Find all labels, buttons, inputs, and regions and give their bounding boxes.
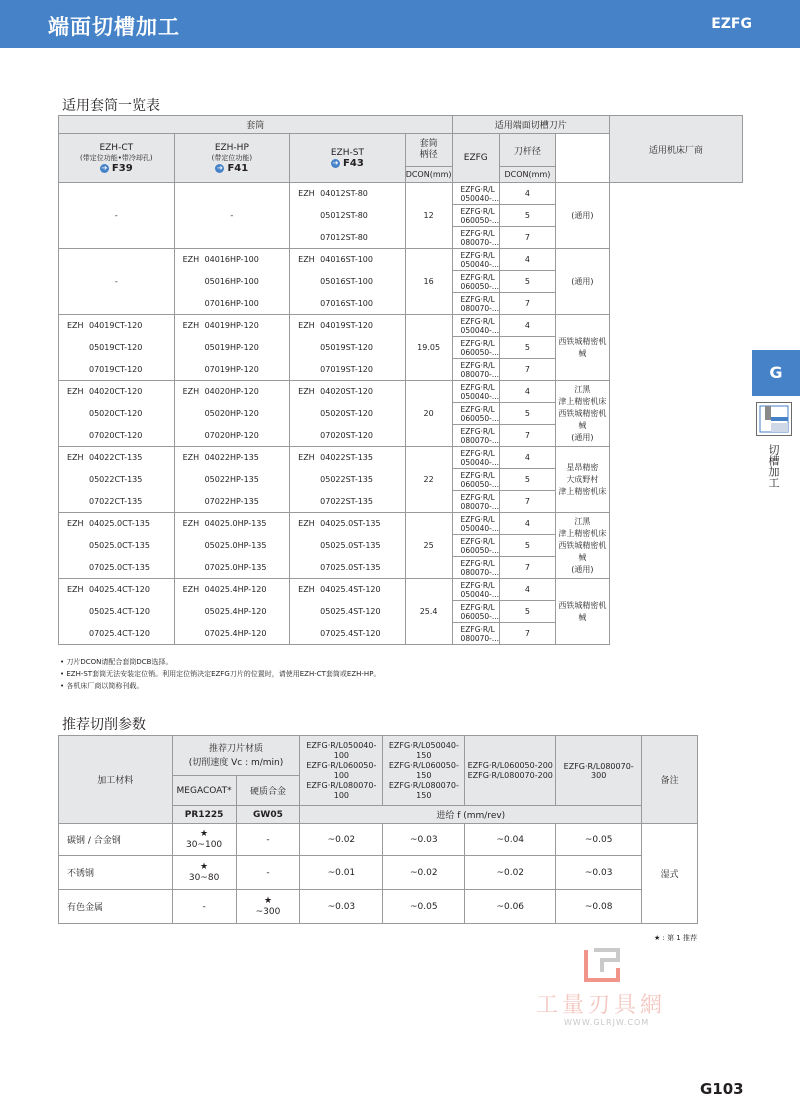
insert-cell: EZFG·R/L 060050-... [452,271,500,293]
st-value: 04022ST-135 [320,453,373,463]
hp-cell [174,183,290,249]
product-code: EZFG [711,16,752,32]
side-label: 切槽加工 [767,444,780,488]
ezh-hp-header [174,134,290,183]
st-value: 05025.0ST-135 [320,541,381,550]
remark-cell: 湿式 [642,824,698,924]
ct-cell [59,601,175,623]
st-cell [290,293,406,315]
sleeve-header: 套筒 [59,116,453,134]
ezh-prefix: EZH [182,321,200,331]
hp-cell [174,623,290,645]
shank-cell: 7 [500,491,556,513]
note: • 刀片DCON请配合套筒DCB选择。 [60,658,173,666]
st-value: 05016ST-100 [320,277,373,286]
table-row [59,557,743,579]
ct-cell [59,469,175,491]
st-value: 04025.4ST-120 [320,585,381,595]
ct-value: 04025.4CT-120 [89,585,150,595]
ct-value: 04019CT-120 [89,321,143,331]
st-cell [290,337,406,359]
insert-cell: EZFG·R/L 050040-... [452,579,500,601]
st-value: 07019ST-120 [320,364,373,374]
st-value: 04012ST-80 [320,189,368,199]
st-cell [290,425,406,447]
bore-header: 套筒 柄径 [405,134,452,167]
maker-cell: 江黑 津上精密机床 西铁城精密机械 (通用) [555,381,609,447]
shank-cell: 7 [500,293,556,315]
ezfg-header: EZFG [452,134,500,183]
insert-cell: EZFG·R/L 060050-... [452,601,500,623]
st-cell [290,359,406,381]
hp-value: 07025.4HP-120 [204,628,267,638]
remark-header: 备注 [642,736,698,824]
st-cell [290,183,406,205]
table-row [59,381,743,403]
pr-cell: ★ 30~100 [172,824,236,856]
st-value: 05012ST-80 [320,211,368,220]
ezh-prefix: EZH [298,453,315,463]
st-value: 04019ST-120 [320,321,373,331]
maker-cell: 西铁城精密机械 [555,579,609,645]
shank-cell: 5 [500,535,556,557]
st-cell [290,315,406,337]
shank-cell: 7 [500,359,556,381]
ezh-prefix: EZH [298,255,315,265]
bore-cell: 25.4 [405,579,452,645]
arrow-icon: ➔ [217,163,223,172]
bore-cell: 16 [405,249,452,315]
insert-col-1: EZFG·R/L050040-100 EZFG·R/L060050-100 EZFG·R/L080070-100 [300,736,383,806]
ezh-ct-header [59,134,175,183]
feed-cell: ~0.02 [383,856,465,890]
feed-header: 进给 f (mm/rev) [300,806,642,824]
insert-cell: EZFG·R/L 080070-... [452,293,500,315]
pr-cell: - [172,890,236,924]
material-header: 加工材料 [59,736,173,824]
cutting-table [58,735,698,924]
st-value: 04020ST-120 [320,387,373,397]
insert-cell: EZFG·R/L 050040-... [452,513,500,535]
table-row [59,249,743,271]
hp-value: 05019HP-120 [204,343,259,352]
feed-cell: ~0.03 [383,824,465,856]
hp-value: 04020HP-120 [204,387,259,397]
st-value: 07012ST-80 [320,232,368,242]
hp-cell [174,359,290,381]
st-cell [290,601,406,623]
ct-value: 04022CT-135 [89,453,143,463]
shank-cell: 7 [500,425,556,447]
ezh-prefix: EZH [298,585,315,595]
table-row [59,890,698,924]
gw-header: GW05 [236,806,300,824]
hp-value: 04022HP-135 [204,453,259,463]
table-row [59,491,743,513]
insert-cell: EZFG·R/L 080070-... [452,557,500,579]
ct-cell [59,623,175,645]
hp-value: 04025.4HP-120 [204,585,267,595]
shank-cell: 7 [500,557,556,579]
st-cell [290,381,406,403]
ct-value: 04025.0CT-135 [89,519,150,529]
table-row [59,535,743,557]
shank-cell: 4 [500,447,556,469]
shank-cell: 4 [500,381,556,403]
st-cell [290,403,406,425]
ct-value: - [114,211,118,220]
ct-cell [59,447,175,469]
hp-value: 04019HP-120 [204,321,259,331]
insert-cell: EZFG·R/L 050040-... [452,447,500,469]
note: • EZH-ST套筒无法安装定位销。利用定位销决定EZFG刀片的位置时，请使用EZH-CT套筒或EZH-HP。 [60,670,381,678]
hp-cell [174,491,290,513]
maker-header: 适用机床厂商 [609,116,742,183]
st-cell [290,579,406,601]
hp-cell [174,337,290,359]
shank-cell: 4 [500,183,556,205]
insert-col-4: EZFG·R/L080070-300 [556,736,642,806]
ct-value: 04020CT-120 [89,387,143,397]
st-cell [290,491,406,513]
insert-col-2: EZFG·R/L050040-150 EZFG·R/L060050-150 EZFG·R/L080070-150 [383,736,465,806]
ezh-ct-ref[interactable]: F39 [111,162,133,174]
shank-cell: 4 [500,513,556,535]
note: • 各机床厂商以简称刊载。 [60,682,144,690]
pr-cell: ★ 30~80 [172,856,236,890]
ct-value: 05025.0CT-135 [89,541,150,550]
insert-cell: EZFG·R/L 060050-... [452,469,500,491]
ezh-hp-sub: (带定位功能) [211,153,253,162]
ezh-prefix: EZH [298,387,315,397]
hp-value: 07025.0HP-135 [204,562,267,572]
hp-cell [174,535,290,557]
sleeve-notes [60,656,380,692]
hp-cell [174,315,290,337]
hp-value: 07022HP-135 [204,496,259,506]
insert-cell: EZFG·R/L 060050-... [452,205,500,227]
st-cell [290,205,406,227]
ct-cell [59,513,175,535]
st-cell [290,249,406,271]
st-cell [290,535,406,557]
maker-cell: (通用) [555,183,609,249]
st-cell [290,227,406,249]
hp-cell [174,425,290,447]
st-cell [290,557,406,579]
ct-cell [59,183,175,249]
hp-cell [174,293,290,315]
insert-col-3: EZFG·R/L060050-200 EZFG·R/L080070-200 [465,736,556,806]
ezh-prefix: EZH [67,387,84,397]
ezh-st-name: EZH-ST [330,147,364,158]
insert-cell: EZFG·R/L 080070-... [452,623,500,645]
watermark-logo [580,946,624,984]
ezh-prefix: EZH [182,585,200,595]
feed-cell: ~0.08 [556,890,642,924]
maker-cell: 西铁城精密机械 [555,315,609,381]
st-value: 05025.4ST-120 [320,607,381,616]
shank-cell: 5 [500,469,556,491]
hp-cell [174,513,290,535]
ct-value: 05019CT-120 [89,343,143,352]
sleeve-table [58,115,743,645]
insert-cell: EZFG·R/L 060050-... [452,403,500,425]
table-row [59,337,743,359]
ct-cell [59,403,175,425]
bore-cell: 22 [405,447,452,513]
ezh-prefix: EZH [182,453,200,463]
ct-cell [59,557,175,579]
megacoat-header: MEGACOAT* [172,776,236,806]
shank-cell: 5 [500,403,556,425]
hp-value: - [230,211,234,220]
table-row [59,623,743,645]
table-row [59,601,743,623]
section-tab-g[interactable]: G [752,350,800,396]
hp-cell [174,447,290,469]
gw-cell: - [236,824,300,856]
feed-cell: ~0.06 [465,890,556,924]
st-value: 05020ST-120 [320,409,373,418]
table-row [59,403,743,425]
maker-cell: 星昂精密 大成野村 津上精密机床 [555,447,609,513]
st-cell [290,271,406,293]
ct-cell [59,579,175,601]
insert-cell: EZFG·R/L 060050-... [452,337,500,359]
cutting-section-title: 推荐切削参数 [62,717,146,733]
feed-cell: ~0.01 [300,856,383,890]
material-cell: 不锈钢 [59,856,173,890]
ezh-prefix: EZH [182,387,200,397]
ezh-prefix: EZH [298,189,315,199]
gw-cell: ★ ~300 [236,890,300,924]
ezh-st-ref[interactable]: F43 [343,157,364,169]
hp-cell [174,403,290,425]
bore-cell: 12 [405,183,452,249]
table-row [59,856,698,890]
legend: ★ : 第 1 推荐 [654,934,697,942]
ct-value: 05025.4CT-120 [89,607,150,616]
insert-cell: EZFG·R/L 050040-... [452,249,500,271]
insert-cell: EZFG·R/L 080070-... [452,227,500,249]
st-cell [290,513,406,535]
ct-cell [59,249,175,315]
shank-cell: 4 [500,249,556,271]
ct-value: 07020CT-120 [89,430,143,440]
st-value: 04016ST-100 [320,255,373,265]
ct-value: 07022CT-135 [89,496,143,506]
page-title: 端面切槽加工 [48,15,180,39]
ezh-prefix: EZH [298,519,315,529]
ct-cell [59,425,175,447]
table-row [59,183,743,205]
shank-cell: 5 [500,337,556,359]
table-row [59,315,743,337]
st-value: 04025.0ST-135 [320,519,381,529]
insert-cell: EZFG·R/L 050040-... [452,183,500,205]
page-number: G103 [700,1080,744,1098]
sleeve-section-title: 适用套筒一览表 [62,98,160,114]
ct-value: 05020CT-120 [89,409,143,418]
shank-header: 刀杆径 [500,134,556,167]
ct-cell [59,381,175,403]
hp-value: 04025.0HP-135 [204,519,267,529]
st-cell [290,469,406,491]
bore-cell: 20 [405,381,452,447]
table-row [59,824,698,856]
st-value: 07025.0ST-135 [320,562,381,572]
hp-value: 05016HP-100 [204,277,259,286]
insert-cell: EZFG·R/L 050040-... [452,381,500,403]
hp-cell [174,271,290,293]
ezh-prefix: EZH [67,519,84,529]
table-row [59,425,743,447]
bore-cell: 25 [405,513,452,579]
insert-cell: EZFG·R/L 080070-... [452,425,500,447]
ct-value: 07019CT-120 [89,364,143,374]
feed-cell: ~0.04 [465,824,556,856]
shank-cell: 7 [500,227,556,249]
insert-cell: EZFG·R/L 080070-... [452,491,500,513]
table-row [59,513,743,535]
ct-cell [59,491,175,513]
insert-cell: EZFG·R/L 060050-... [452,535,500,557]
feed-cell: ~0.03 [556,856,642,890]
feed-cell: ~0.05 [556,824,642,856]
ct-cell [59,315,175,337]
ct-value: 07025.4CT-120 [89,628,150,638]
hp-cell [174,601,290,623]
carbide-header: 硬质合金 [236,776,300,806]
st-value: 07022ST-135 [320,496,373,506]
st-cell [290,623,406,645]
hp-cell [174,579,290,601]
hp-cell [174,557,290,579]
dcon2-header: DCON(mm) [500,167,556,183]
ezh-prefix: EZH [67,453,84,463]
bore-cell: 19.05 [405,315,452,381]
ezh-ct-name: EZH-CT [99,142,134,153]
hp-value: 05025.4HP-120 [204,607,267,616]
st-value: 05019ST-120 [320,343,373,352]
shank-cell: 5 [500,271,556,293]
hp-value: 07020HP-120 [204,430,259,440]
feed-cell: ~0.03 [300,890,383,924]
st-value: 07016ST-100 [320,298,373,308]
ct-value: 07025.0CT-135 [89,562,150,572]
ezh-hp-name: EZH-HP [214,142,249,153]
shank-cell: 7 [500,623,556,645]
hp-cell [174,381,290,403]
st-cell [290,447,406,469]
st-value: 05022ST-135 [320,475,373,484]
grade-header: 推荐刀片材质 (切削速度 Vc : m/min) [172,736,300,776]
table-row [59,579,743,601]
hp-value: 05020HP-120 [204,409,259,418]
ezh-prefix: EZH [182,255,200,265]
insert-header: 适用端面切槽刀片 [452,116,609,134]
hp-value: 07019HP-120 [204,364,259,374]
feed-cell: ~0.02 [465,856,556,890]
ezh-prefix: EZH [182,519,200,529]
ct-value: - [114,277,118,286]
shank-cell: 4 [500,315,556,337]
ct-cell [59,337,175,359]
shank-cell: 5 [500,205,556,227]
maker-cell: 江黑 津上精密机床 西铁城精密机械 (通用) [555,513,609,579]
ezh-prefix: EZH [298,321,315,331]
st-value: 07020ST-120 [320,430,373,440]
table-row [59,447,743,469]
feed-cell: ~0.02 [300,824,383,856]
ezh-ct-sub: (带定位功能•带冷却孔) [79,153,153,162]
grooving-icon [756,402,792,436]
ezh-hp-ref[interactable]: F41 [227,162,249,174]
hp-value: 04016HP-100 [204,255,259,265]
shank-cell: 5 [500,601,556,623]
ct-value: 05022CT-135 [89,475,143,484]
hp-cell [174,249,290,271]
ezh-prefix: EZH [67,321,84,331]
hp-value: 07016HP-100 [204,298,259,308]
ct-cell [59,535,175,557]
arrow-icon: ➔ [101,163,108,172]
table-row [59,469,743,491]
insert-cell: EZFG·R/L 080070-... [452,359,500,381]
maker-cell: (通用) [555,249,609,315]
material-cell: 碳钢 / 合金钢 [59,824,173,856]
ezh-st-header [290,134,406,183]
ct-cell [59,359,175,381]
hp-cell [174,469,290,491]
arrow-icon: ➔ [332,158,339,167]
st-value: 07025.4ST-120 [320,628,381,638]
pr-header: PR1225 [172,806,236,824]
shank-cell: 4 [500,579,556,601]
watermark-text: 工量刃具網 [536,993,667,1018]
material-cell: 有色金属 [59,890,173,924]
hp-value: 05025.0HP-135 [204,541,267,550]
page-header [0,0,800,48]
gw-cell: - [236,856,300,890]
dcon-header: DCON(mm) [405,167,452,183]
table-row [59,359,743,381]
ezh-prefix: EZH [67,585,84,595]
watermark-url: WWW.GLRJW.COM [564,1018,650,1027]
hp-value: 05022HP-135 [204,475,259,484]
feed-cell: ~0.05 [383,890,465,924]
insert-cell: EZFG·R/L 050040-... [452,315,500,337]
